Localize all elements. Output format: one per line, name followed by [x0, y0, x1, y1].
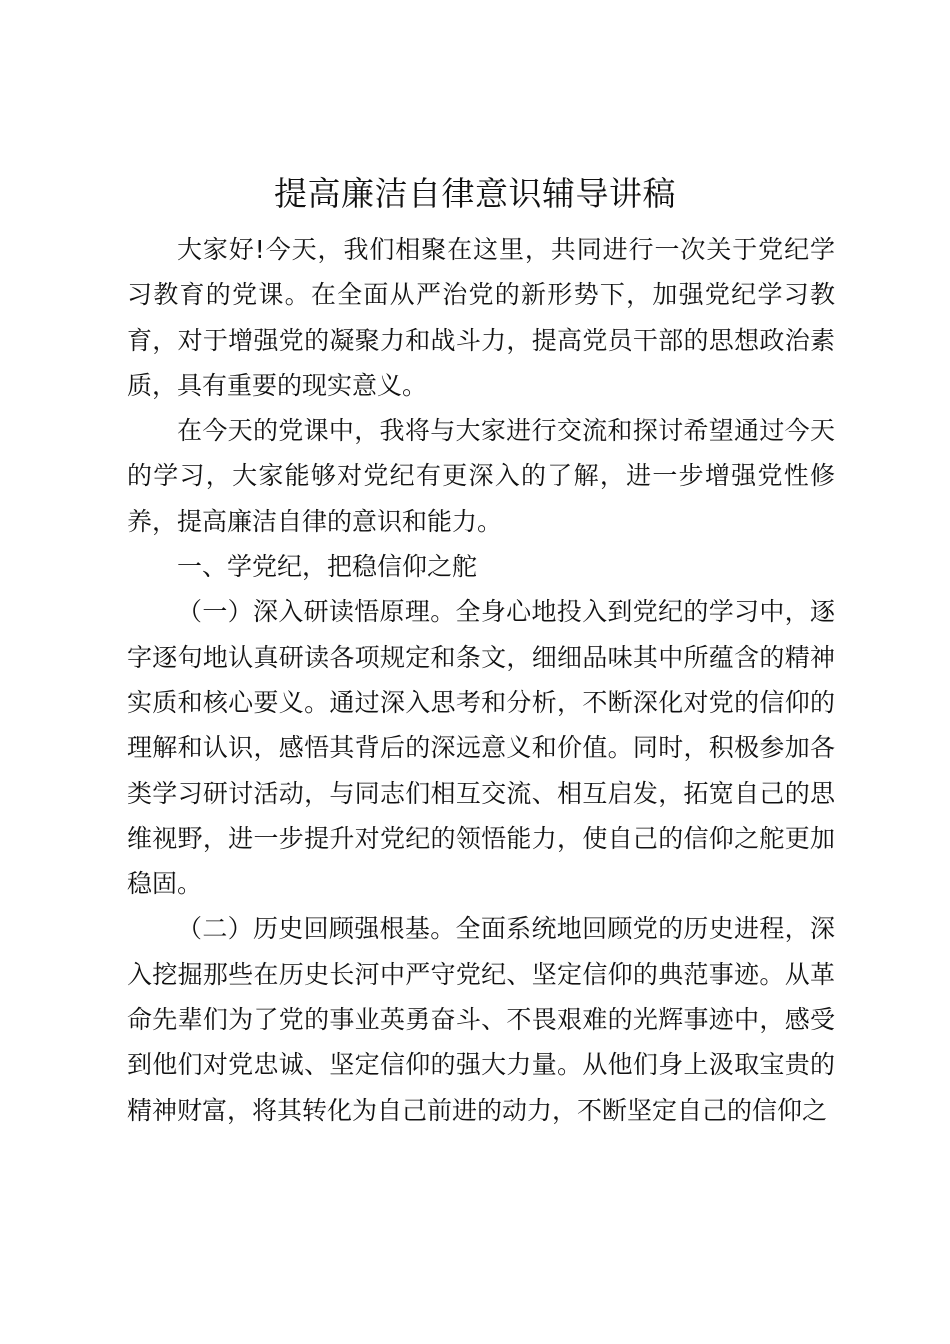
paragraph-subsection-2: （二）历史回顾强根基。全面系统地回顾党的历史进程，深入挖掘那些在历史长河中严守党纪、坚定信仰的典范事迹。从革命先辈们为了党的事业英勇奋斗、不畏艰难的光辉事迹中，感受到他们对党忠诚、坚定信仰的强大力量。从他们身上汲取宝贵的精神财富，将其转化为自己前进的动力，不断坚定自己的信仰之 — [127, 914, 835, 1125]
section-heading-1: 一、学党纪，把稳信仰之舵 — [177, 552, 478, 582]
document-body — [127, 227, 835, 1133]
paragraph-subsection-1: （一）深入研读悟原理。全身心地投入到党纪的学习中，逐字逐句地认真研读各项规定和条文，细细品味其中所蕴含的精神实质和核心要义。通过深入思考和分析，不断深化对党的信仰的理解和认识，感悟其背后的深远意义和价值。同时，积极参加各类学习研讨活动，与同志们相互交流、相互启发，拓宽自己的思维视野，进一步提升对党纪的领悟能力，使自己的信仰之舵更加稳固。 — [127, 597, 835, 899]
paragraph-intro: 在今天的党课中，我将与大家进行交流和探讨希望通过今天的学习，大家能够对党纪有更深入的了解，进一步增强党性修养，提高廉洁自律的意识和能力。 — [127, 416, 835, 536]
paragraph-greeting: 大家好!今天，我们相聚在这里，共同进行一次关于党纪学习教育的党课。在全面从严治党的新形势下，加强党纪学习教育，对于增强党的凝聚力和战斗力，提高党员干部的思想政治素质，具有重要的现实意义。 — [127, 235, 835, 400]
document-title: 提高廉洁自律意识辅导讲稿 — [274, 174, 676, 213]
